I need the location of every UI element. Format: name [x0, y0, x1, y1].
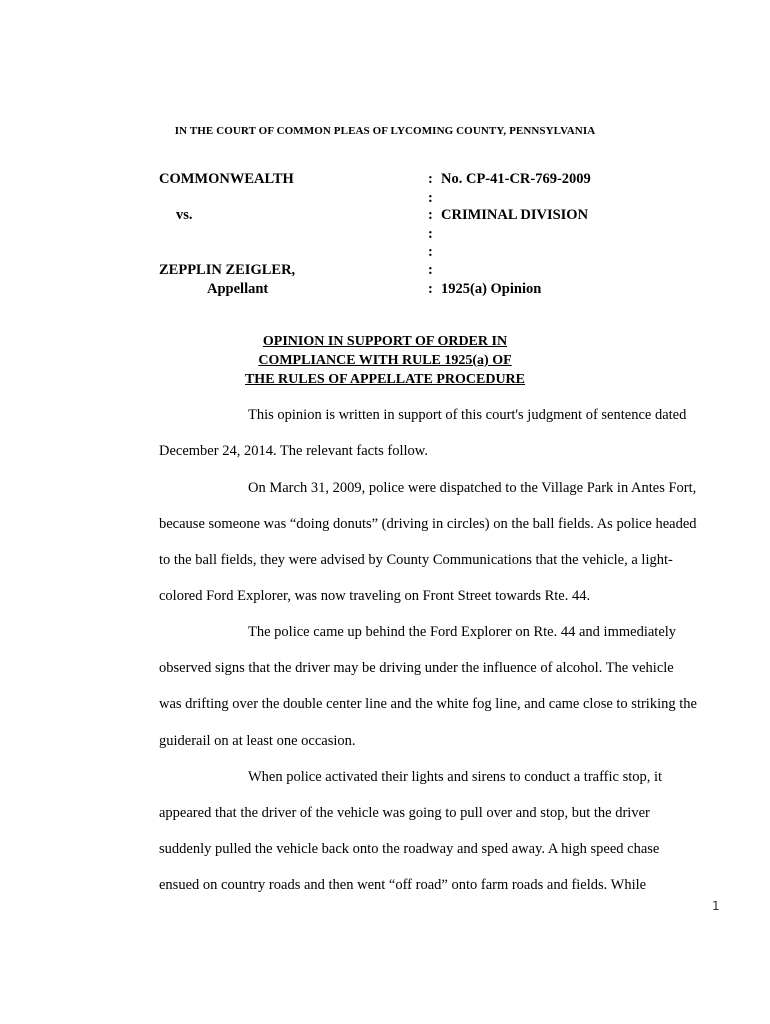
caption-party-commonwealth: COMMONWEALTH [159, 171, 294, 187]
case-number: No. CP-41-CR-769-2009 [441, 171, 591, 187]
caption-colon: : [428, 226, 433, 242]
body-line: was drifting over the double center line and the white fog line, and came close to striking the [159, 696, 697, 712]
opinion-title-line: COMPLIANCE WITH RULE 1925(a) OF [258, 353, 512, 368]
body-line: ensued on country roads and then went “off road” onto farm roads and fields. While [159, 877, 647, 893]
opinion-title-line: OPINION IN SUPPORT OF ORDER IN [262, 334, 508, 349]
body-line: The police came up behind the Ford Explorer on Rte. 44 and immediately [248, 624, 677, 640]
caption-colon: : [428, 281, 433, 297]
body-line: because someone was “doing donuts” (driving in circles) on the ball fields. As police headed [159, 516, 697, 532]
caption-colon: : [428, 207, 433, 223]
caption-party-role: Appellant [207, 281, 269, 297]
body-line: observed signs that the driver may be driving under the influence of alcohol. The vehicle [159, 660, 674, 676]
caption-colon: : [428, 171, 433, 187]
body-line: December 24, 2014. The relevant facts follow. [159, 443, 428, 459]
opinion-type: 1925(a) Opinion [441, 281, 542, 297]
body-line: suddenly pulled the vehicle back onto the roadway and sped away. A high speed chase [159, 841, 660, 857]
court-header: IN THE COURT OF COMMON PLEAS OF LYCOMING COUNTY, PENNSYLVANIA [174, 125, 596, 137]
opinion-title-line: THE RULES OF APPELLATE PROCEDURE [244, 372, 526, 387]
division: CRIMINAL DIVISION [441, 207, 589, 223]
body-line: On March 31, 2009, police were dispatched to the Village Park in Antes Fort, [248, 480, 697, 496]
body-line: appeared that the driver of the vehicle was going to pull over and stop, but the driver [159, 805, 650, 821]
caption-colon: : [428, 190, 433, 206]
body-line: colored Ford Explorer, was now traveling on Front Street towards Rte. 44. [159, 588, 591, 604]
caption-party-defendant: ZEPPLIN ZEIGLER, [159, 262, 296, 278]
page-number: 1 [712, 899, 720, 913]
body-line: When police activated their lights and sirens to conduct a traffic stop, it [248, 769, 663, 785]
caption-colon: : [428, 244, 433, 260]
body-line: This opinion is written in support of this court's judgment of sentence dated [248, 407, 687, 423]
caption-versus: vs. [176, 207, 193, 223]
body-line: to the ball fields, they were advised by County Communications that the vehicle, a light- [159, 552, 673, 568]
body-line: guiderail on at least one occasion. [159, 733, 356, 749]
caption-colon: : [428, 262, 433, 278]
